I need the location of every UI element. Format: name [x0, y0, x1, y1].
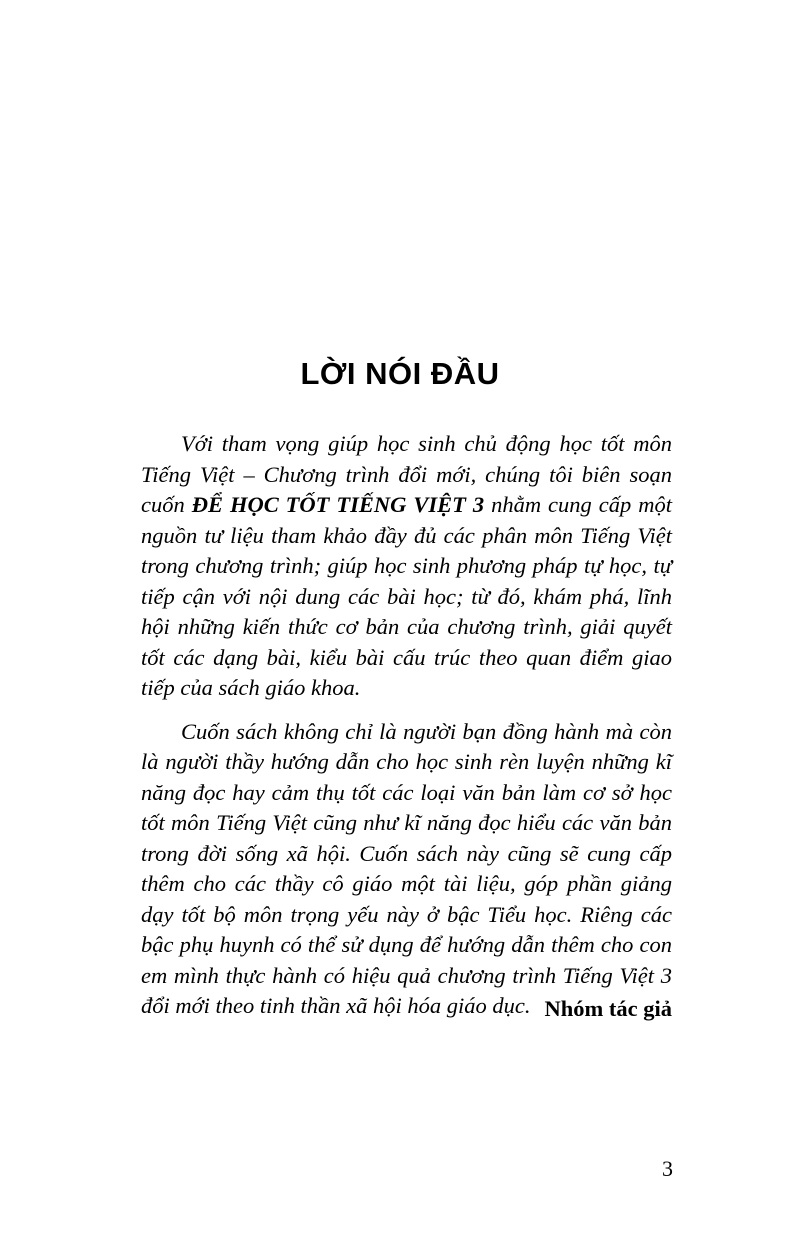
paragraph-1-text-end: nhằm cung cấp một nguồn tư liệu tham khảo đầy đủ các phân môn Tiếng Việt trong chương trình; giúp học sinh phương pháp tự học, tự tiếp cận với nội dung các bài học; từ đó, khám phá, lĩnh hội những kiến thức cơ bản của chương trình, giải quyết tốt các dạng bài, kiểu bài cấu trúc theo quan điểm giao tiếp của sách giáo khoa.: [141, 492, 672, 700]
paragraph-1-text-start: Với tham vọng giúp học sinh chủ động học tốt môn Tiếng Việt – Chương trình đổi mới, chúng tôi biên soạn cuốn: [141, 431, 672, 517]
book-title-emphasis: ĐỂ HỌC TỐT TIẾNG VIỆT 3: [191, 492, 485, 517]
preface-paragraph-2: Cuốn sách không chỉ là người bạn đồng hành mà còn là người thầy hướng dẫn cho học sinh rèn luyện những kĩ năng đọc hay cảm thụ tốt các loại văn bản làm cơ sở học tốt môn Tiếng Việt cũng như kĩ năng đọc hiểu các văn bản trong đời sống xã hội. Cuốn sách này cũng sẽ cung cấp thêm cho các thầy cô giáo một tài liệu, góp phần giảng dạy tốt bộ môn trọng yếu này ở bậc Tiểu học. Riêng các bậc phụ huynh có thể sử dụng để hướng dẫn thêm cho con em mình thực hành có hiệu quả chương trình Tiếng Việt 3 đổi mới theo tinh thần xã hội hóa giáo dục.: [141, 718, 672, 1018]
preface-body: [141, 429, 672, 1035]
author-signature: Nhóm tác giả: [544, 996, 672, 1021]
page-title: LỜI NÓI ĐẦU: [300, 356, 500, 391]
page-number: 3: [662, 1156, 673, 1181]
preface-paragraph-1: [141, 429, 672, 704]
